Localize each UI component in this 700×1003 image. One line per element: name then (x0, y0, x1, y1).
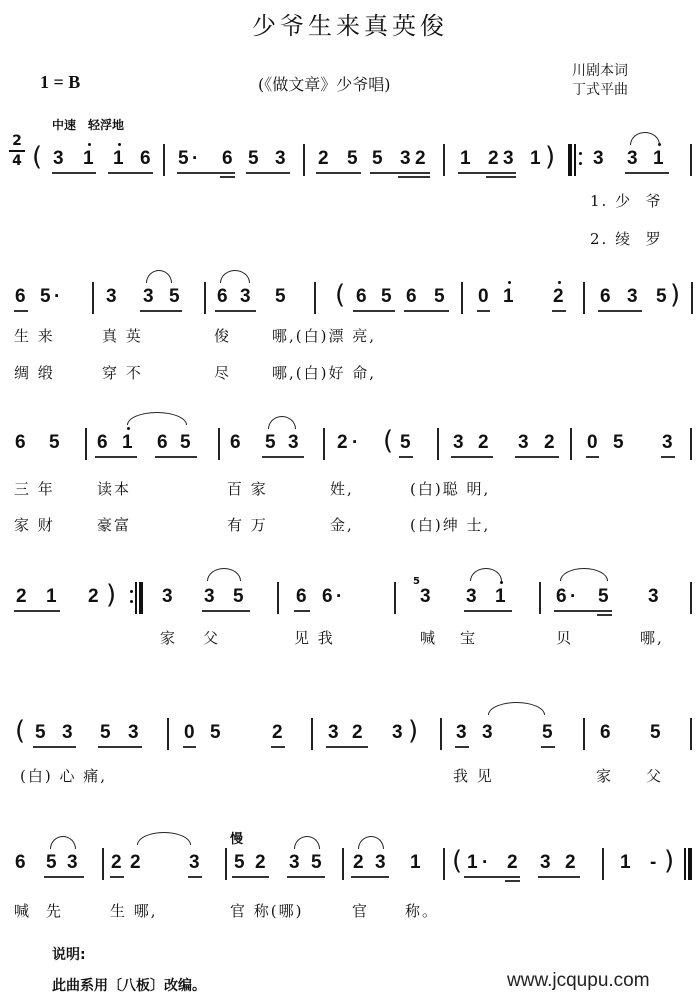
lyric: 俊 (214, 327, 232, 345)
final-barline (684, 848, 692, 880)
note: 2 (415, 148, 426, 169)
note: 6 (600, 722, 611, 743)
score-line-5 (0, 716, 700, 762)
barline (443, 848, 445, 880)
note: 6 (15, 852, 26, 873)
tempo-marking: 中速 轻浮地 (52, 118, 125, 132)
note: 3 (288, 432, 299, 453)
lyric: 贝 (556, 629, 574, 647)
lyric: 豪富 (97, 516, 132, 534)
note: 3 (240, 286, 251, 307)
barline (437, 428, 439, 460)
note: 3 (289, 852, 300, 873)
note: 5 (49, 432, 60, 453)
barline (583, 282, 585, 314)
bracket-open: ( (452, 846, 463, 876)
barline (314, 282, 316, 314)
note: 3 (482, 722, 493, 743)
note: 5 (265, 432, 276, 453)
lyric: 金, (330, 516, 354, 534)
note: 5 (248, 148, 259, 169)
lyric: (白)聪 明, (410, 480, 491, 498)
note: 3 (275, 148, 286, 169)
barline (443, 144, 445, 176)
barline (167, 718, 169, 750)
barline (690, 428, 692, 460)
note: 5 (234, 852, 245, 873)
credits (572, 62, 628, 100)
note: 1 (653, 148, 664, 169)
score-line-2 (0, 280, 700, 326)
key-signature: 1 = B (40, 72, 81, 92)
lyric: 父 (646, 767, 664, 785)
note: 2 (111, 852, 122, 873)
note: 1 (530, 148, 541, 169)
note: 5 (169, 286, 180, 307)
note: 6 (222, 148, 233, 169)
note: 5 (598, 586, 609, 607)
barline (277, 582, 279, 614)
barline (602, 848, 604, 880)
note: 1 (620, 852, 631, 873)
dot: · (336, 586, 343, 607)
note: 2 (553, 286, 564, 307)
lyric: 哪,(白)好 命, (272, 364, 377, 382)
lyric: 有 万 (227, 516, 268, 534)
dash-hold: - (650, 852, 657, 873)
note: 3 (593, 148, 604, 169)
note: 2 (318, 148, 329, 169)
note: 3 (189, 852, 200, 873)
lyric: 绸 缎 (14, 364, 55, 382)
note: 0 (587, 432, 598, 453)
note: 6 (217, 286, 228, 307)
lyric: 官 (352, 902, 370, 920)
lyricist: 川剧本词 (572, 63, 628, 79)
dot: · (192, 148, 199, 169)
tie-slur (137, 832, 191, 845)
lyric: 生 哪, (110, 902, 158, 920)
note: 1 (410, 852, 421, 873)
verse-1-start: 1. 少 爷 (590, 192, 663, 210)
note: 3 (67, 852, 78, 873)
lyric: (白)绅 士, (410, 516, 491, 534)
score-line-1 (0, 142, 700, 188)
note: 2 (88, 586, 99, 607)
note: 3 (53, 148, 64, 169)
lyric: 家 (596, 767, 614, 785)
lyric: (白) 心 痛, (20, 767, 108, 785)
note: 2 (255, 852, 266, 873)
bracket-open: ( (15, 716, 26, 746)
bracket-close: ) (664, 846, 675, 876)
barline (311, 718, 313, 750)
barline (342, 848, 344, 880)
verse-2-start: 2. 绫 罗 (590, 230, 663, 248)
tie-slur (220, 270, 250, 283)
barline (690, 718, 692, 750)
note: 3 (627, 286, 638, 307)
lyric: 家 (160, 629, 178, 647)
note: 5 (650, 722, 661, 743)
note: 6 (600, 286, 611, 307)
note: 3 (466, 586, 477, 607)
notes-text: 此曲系用〔八板〕改编。 (52, 978, 206, 994)
lyric: 喊 (420, 629, 438, 647)
lyric: 哪,(白)漂 亮, (272, 327, 377, 345)
bracket-close: ) (670, 280, 681, 310)
note: 2 (507, 852, 518, 873)
note: 3 (128, 722, 139, 743)
note: 2 (488, 148, 499, 169)
note: 0 (184, 722, 195, 743)
note: 3 (453, 432, 464, 453)
note: 1 (503, 286, 514, 307)
note: 6 (97, 432, 108, 453)
note: 3 (400, 148, 411, 169)
score-line-6 (0, 846, 700, 892)
tie-slur (268, 416, 296, 429)
note: 5 (400, 432, 411, 453)
barline (85, 428, 87, 460)
note: 3 (503, 148, 514, 169)
bracket-close: ) (545, 142, 556, 172)
note: 3 (456, 722, 467, 743)
tie-slur (294, 836, 320, 849)
note: 5 (100, 722, 111, 743)
barline (690, 144, 692, 176)
lyric: 喊 (14, 902, 32, 920)
lyric: 我 见 (453, 767, 494, 785)
bracket-open: ( (335, 280, 346, 310)
note: 3 (375, 852, 386, 873)
note: 3 (328, 722, 339, 743)
lyric: 尽 (214, 364, 232, 382)
barline (92, 282, 94, 314)
notes-label: 说明: (52, 947, 86, 963)
lyric: 读本 (97, 480, 132, 498)
note: 5 (372, 148, 383, 169)
lyric: 哪, (640, 629, 664, 647)
tie-slur (146, 270, 172, 283)
barline (225, 848, 227, 880)
barline (394, 582, 396, 614)
lyric: 称。 (405, 902, 440, 920)
note: 2 (16, 586, 27, 607)
barline (218, 428, 220, 460)
tie-slur (50, 836, 76, 849)
note: 1 (83, 148, 94, 169)
note: 5 (178, 148, 189, 169)
barline (583, 718, 585, 750)
barline (539, 582, 541, 614)
song-title: 少爷生来真英俊 (252, 12, 448, 40)
lyric: 三 年 (14, 480, 55, 498)
note: 2 (353, 852, 364, 873)
note: 2 (478, 432, 489, 453)
barline (163, 144, 165, 176)
barline (691, 282, 693, 314)
lyric: 父 (203, 629, 221, 647)
lyric: 姓, (330, 480, 354, 498)
barline (303, 144, 305, 176)
barline (204, 282, 206, 314)
note: 2 (352, 722, 363, 743)
barline (461, 282, 463, 314)
note: 0 (478, 286, 489, 307)
note: 1 (467, 852, 478, 873)
note: 5 (656, 286, 667, 307)
watermark: www.jcqupu.com (507, 970, 650, 991)
note: 3 (62, 722, 73, 743)
note: 1 (46, 586, 57, 607)
note: 3 (540, 852, 551, 873)
note: 5 (35, 722, 46, 743)
note: 5 (180, 432, 191, 453)
tie-slur (560, 568, 608, 581)
note: 3 (162, 586, 173, 607)
dot: · (54, 286, 61, 307)
note: 6 (157, 432, 168, 453)
note: 1 (495, 586, 506, 607)
note: 3 (648, 586, 659, 607)
note: 3 (420, 586, 431, 607)
tie-slur (470, 568, 502, 581)
tie-slur (488, 702, 545, 715)
lyric: 真 英 (102, 327, 143, 345)
song-subtitle: (《做文章》少爷唱) (258, 75, 391, 94)
barline (323, 428, 325, 460)
barline (570, 428, 572, 460)
note: 6 (296, 586, 307, 607)
note: 6 (140, 148, 151, 169)
bracket-close: ) (408, 716, 419, 746)
note: 5 (40, 286, 51, 307)
lyric: 穿 不 (102, 364, 143, 382)
note: 3 (143, 286, 154, 307)
tie-slur (207, 568, 241, 581)
note: 5 (347, 148, 358, 169)
note: 6 (322, 586, 333, 607)
note: 2 (544, 432, 555, 453)
note: 5 (311, 852, 322, 873)
note: 1 (113, 148, 124, 169)
lyric: 生 来 (14, 327, 55, 345)
note: 6 (556, 586, 567, 607)
note: 5 (233, 586, 244, 607)
composer: 丁式平曲 (572, 82, 628, 98)
lyric: 百 家 (227, 480, 268, 498)
tie-slur (358, 836, 384, 849)
note: 6 (15, 286, 26, 307)
note: 5 (434, 286, 445, 307)
bracket-open: ( (32, 142, 43, 172)
lyric: 宝 (460, 629, 478, 647)
repeat-end (130, 582, 144, 614)
note: 2 (337, 432, 348, 453)
note: 2 (272, 722, 283, 743)
note: 6 (15, 432, 26, 453)
note: 3 (662, 432, 673, 453)
note: 1 (460, 148, 471, 169)
note: 5 (46, 852, 57, 873)
tie-slur (127, 412, 187, 425)
barline (102, 848, 104, 880)
grace-note: 5 (413, 576, 420, 587)
note: 5 (613, 432, 624, 453)
note: 6 (406, 286, 417, 307)
lyric: 家 财 (14, 516, 55, 534)
tie-slur (630, 132, 660, 145)
lyric: 官 称(哪) (230, 902, 304, 920)
note: 3 (106, 286, 117, 307)
note: 5 (275, 286, 286, 307)
note: 3 (518, 432, 529, 453)
barline (440, 718, 442, 750)
dot: · (570, 586, 577, 607)
bracket-close: ) (106, 580, 117, 610)
note: 1 (122, 432, 133, 453)
note: 3 (627, 148, 638, 169)
score-line-4 (0, 576, 700, 626)
barline (690, 582, 692, 614)
bracket-open: ( (383, 426, 394, 456)
note: 2 (565, 852, 576, 873)
note: 6 (356, 286, 367, 307)
note: 3 (204, 586, 215, 607)
time-signature: 2 4 (6, 133, 28, 169)
lyric: 先 (46, 902, 64, 920)
dot: · (482, 852, 489, 873)
lyric: 见 我 (294, 629, 335, 647)
dot: · (352, 432, 359, 453)
note: 5 (381, 286, 392, 307)
note: 3 (392, 722, 403, 743)
score-line-3 (0, 426, 700, 472)
note: 5 (210, 722, 221, 743)
tempo-slow-mark: 慢 (230, 832, 244, 847)
repeat-start (568, 144, 576, 176)
note: 5 (542, 722, 553, 743)
note: 2 (130, 852, 141, 873)
note: 6 (230, 432, 241, 453)
